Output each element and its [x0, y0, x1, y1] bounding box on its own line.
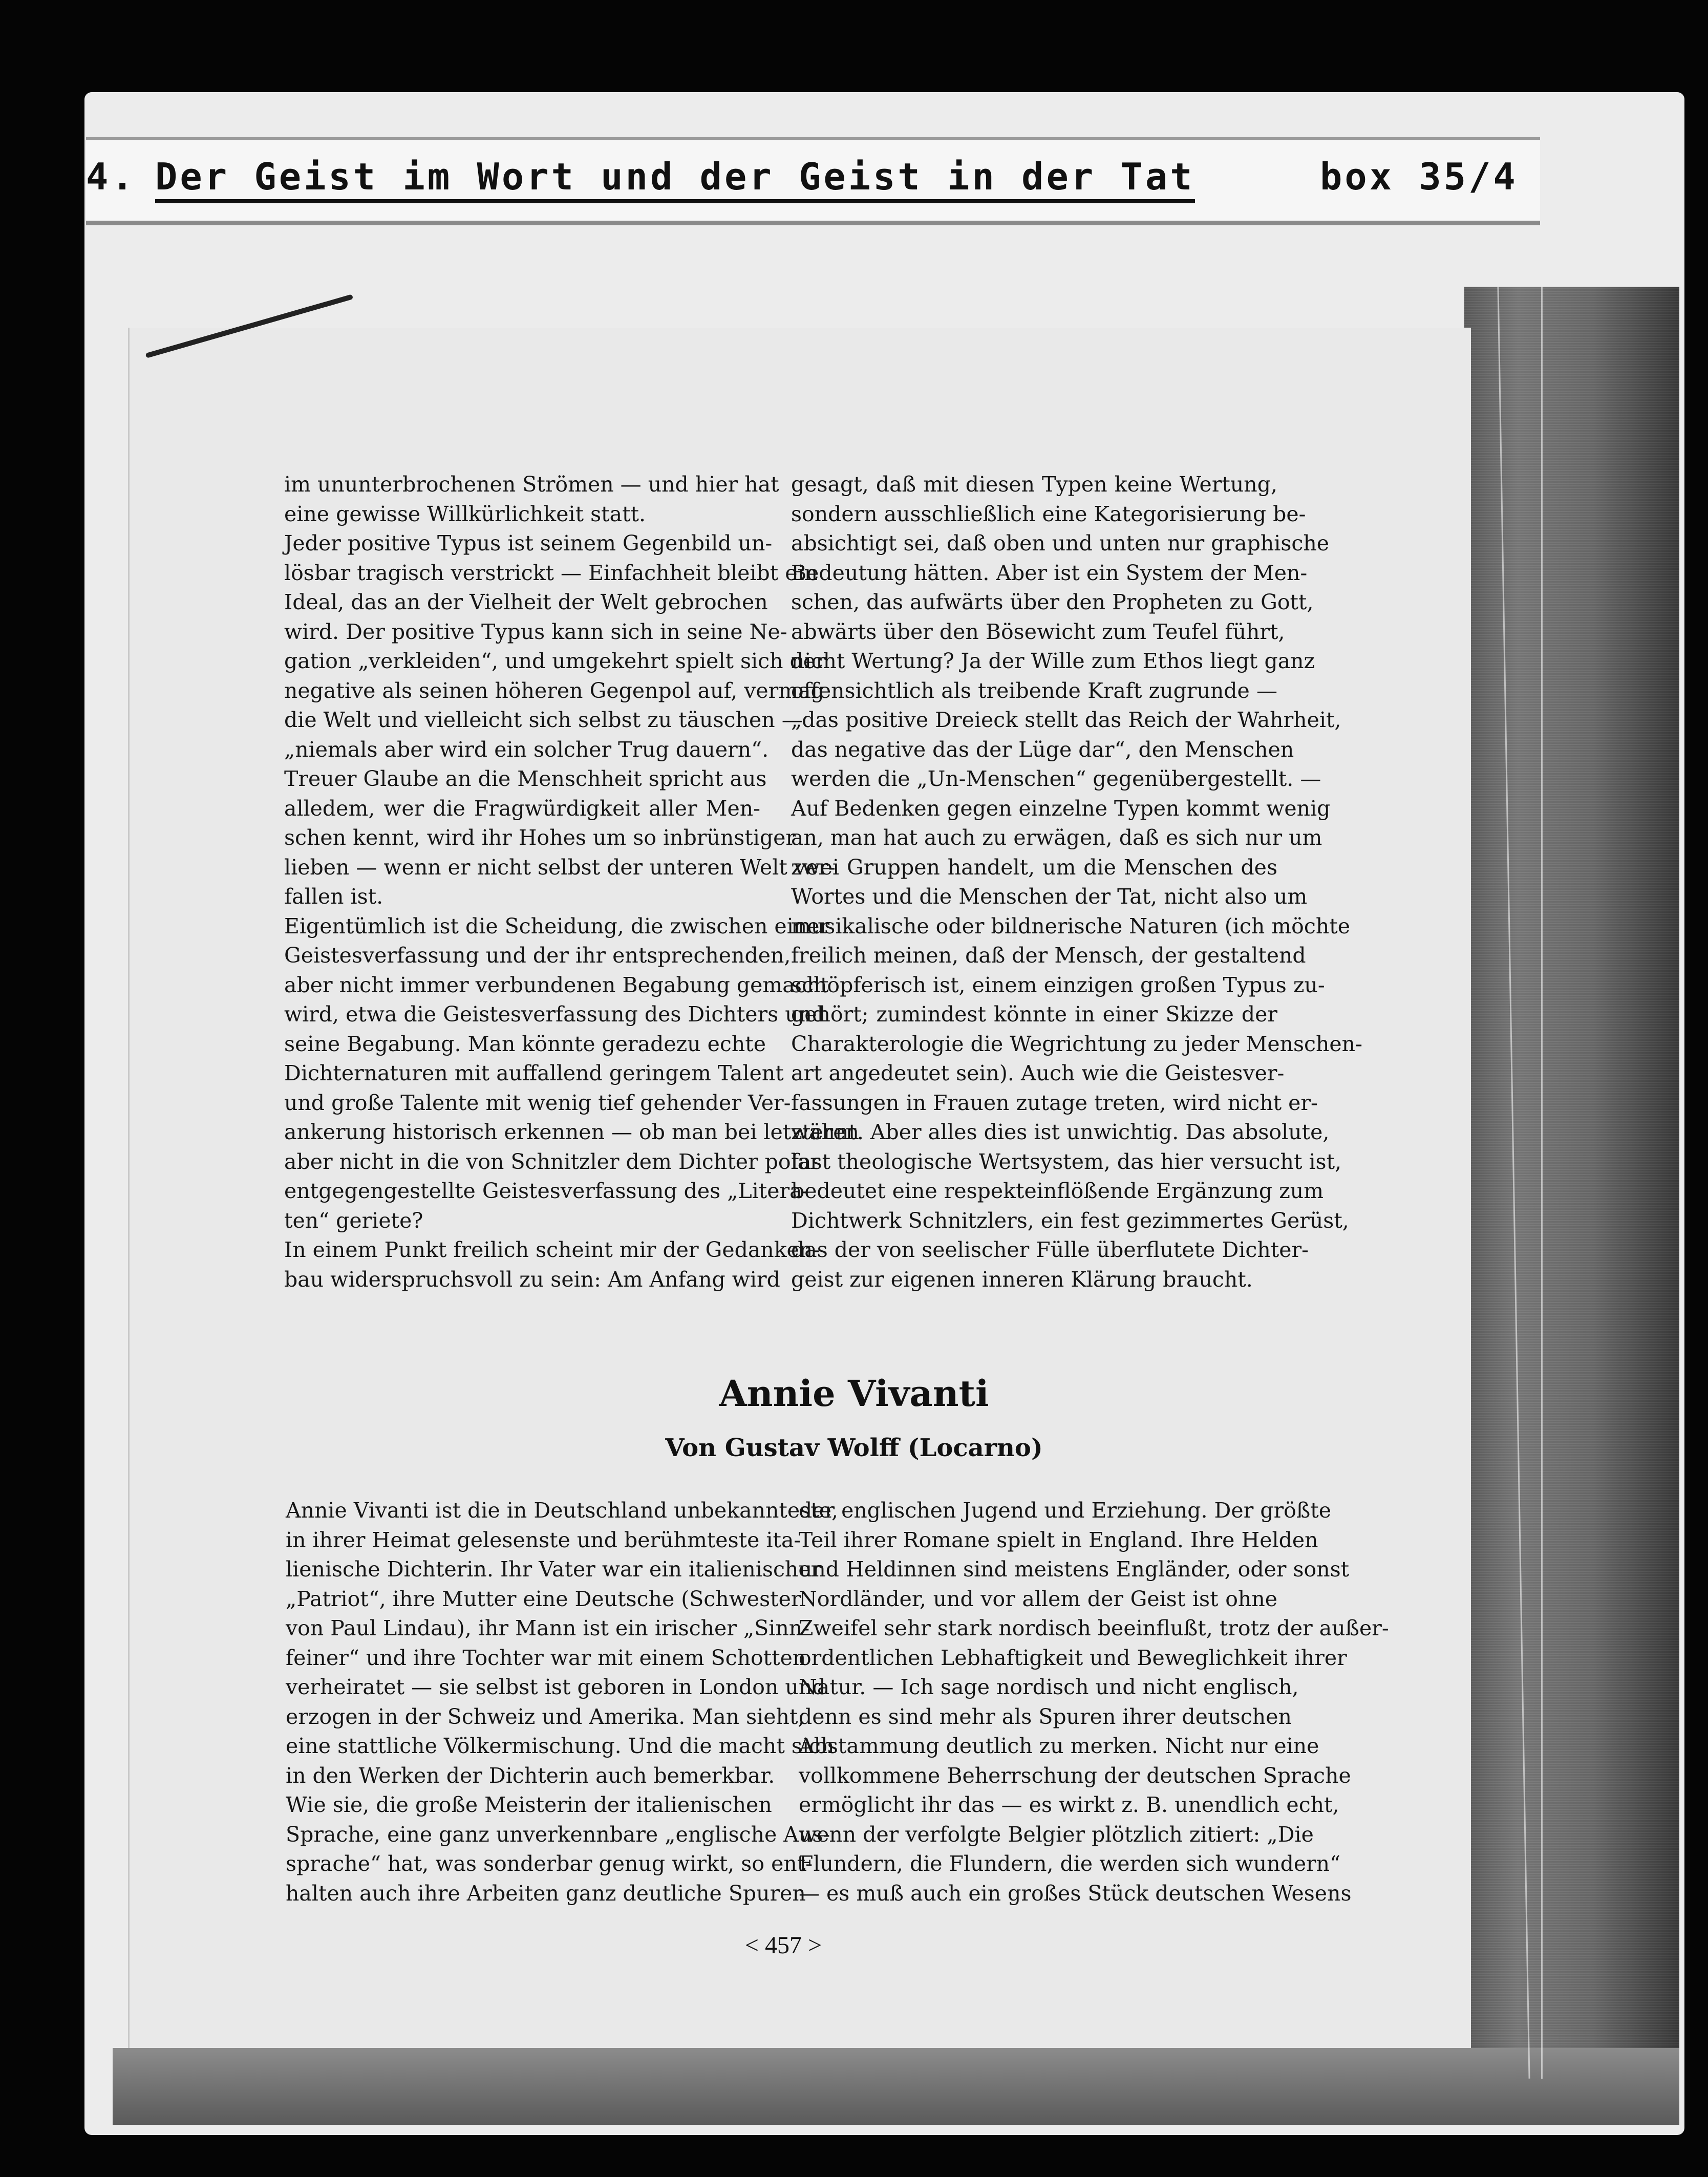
text-line: in den Werken der Dichterin auch bemerkbar. [286, 1763, 775, 1788]
text-line: lösbar tragisch verstrickt — Einfachheit bleibt ein [284, 560, 818, 585]
text-line: Charakterologie die Wegrichtung zu jeder Menschen- [791, 1031, 1362, 1056]
text-line: sondern ausschließlich eine Kategorisierung be- [791, 501, 1306, 526]
text-line: — es muß auch ein großes Stück deutschen Wesens [799, 1881, 1352, 1906]
article-byline: Von Gustav Wolff (Locarno) [665, 1434, 1043, 1462]
text-line: eine gewisse Willkürlichkeit statt. [284, 501, 646, 526]
text-line: Wie sie, die große Meisterin der italienischen [286, 1792, 772, 1817]
text-line: fast theologische Wertsystem, das hier versucht ist, [791, 1149, 1342, 1174]
archive-label-number: 4. [86, 155, 137, 198]
text-line: und Heldinnen sind meistens Engländer, oder sonst [799, 1557, 1350, 1582]
text-line: Flundern, die Flundern, die werden sich wundern“ [799, 1851, 1341, 1876]
text-line: halten auch ihre Arbeiten ganz deutliche Spuren [286, 1881, 806, 1906]
text-line: aber nicht immer verbundenen Begabung gemacht [284, 972, 829, 997]
text-line: wird, etwa die Geistesverfassung des Dichters und [284, 1002, 826, 1027]
text-line: die Welt und vielleicht sich selbst zu täuschen — [284, 708, 803, 732]
text-line: musikalische oder bildnerische Naturen (ich möchte [791, 913, 1350, 938]
text-line: fallen ist. [284, 884, 383, 909]
first-article-right-column [791, 470, 1362, 1294]
text-line: vollkommene Beherrschung der deutschen Sprache [799, 1763, 1351, 1788]
text-line: nicht Wertung? Ja der Wille zum Ethos liegt ganz [791, 649, 1315, 673]
text-line: wird. Der positive Typus kann sich in seine Ne- [284, 619, 787, 644]
text-line: ten“ geriete? [284, 1208, 423, 1233]
text-line: In einem Punkt freilich scheint mir der Gedanken- [284, 1237, 820, 1262]
text-line: freilich meinen, daß der Mensch, der gestaltend [791, 943, 1306, 968]
text-line: Geistesverfassung und der ihr entsprechenden, [284, 943, 791, 968]
text-line: ordentlichen Lebhaftigkeit und Beweglichkeit ihrer [799, 1645, 1347, 1670]
text-line: gation „verkleiden“, und umgekehrt spielt sich der [284, 649, 826, 673]
text-line: lienische Dichterin. Ihr Vater war ein italienischer [286, 1557, 821, 1582]
text-line: „Patriot“, ihre Mutter eine Deutsche (Schwester [286, 1586, 801, 1611]
text-line: schen, das aufwärts über den Propheten zu Gott, [791, 590, 1314, 614]
page-number: < 457 > [744, 1932, 822, 1959]
text-line: schöpferisch ist, einem einzigen großen Typus zu- [791, 972, 1325, 997]
text-line: gehört; zumindest könnte in einer Skizze der [791, 1002, 1277, 1027]
card-backing-bottom [113, 2048, 1679, 2125]
text-line: eine stattliche Völkermischung. Und die macht sich [286, 1734, 835, 1758]
text-line: Bedeutung hätten. Aber ist ein System der Men- [791, 560, 1308, 585]
text-line: Sprache, eine ganz unverkennbare „englische Aus- [286, 1822, 830, 1847]
text-line: Treuer Glaube an die Menschheit spricht aus [284, 766, 767, 791]
text-line: Wortes und die Menschen der Tat, nicht also um [791, 884, 1308, 909]
film-scratch [1541, 287, 1543, 2079]
text-line: fassungen in Frauen zutage treten, wird nicht er- [791, 1090, 1318, 1115]
text-line: zwei Gruppen handelt, um die Menschen des [791, 855, 1277, 880]
text-line: und große Talente mit wenig tief gehender Ver- [284, 1090, 791, 1115]
text-line: verheiratet — sie selbst ist geboren in London und [286, 1675, 826, 1699]
second-article-right-column [799, 1496, 1389, 1908]
archive-box-number: box 35/4 [1320, 155, 1518, 198]
text-line: erzogen in der Schweiz und Amerika. Man sieht, [286, 1704, 805, 1729]
text-line: der englischen Jugend und Erziehung. Der größte [799, 1498, 1331, 1523]
text-line: in ihrer Heimat gelesenste und berühmteste ita- [286, 1527, 801, 1552]
article-title: Annie Vivanti [719, 1372, 989, 1415]
first-article-left-column [284, 470, 859, 1294]
text-line: „niemals aber wird ein solcher Trug dauern“. [284, 737, 769, 762]
text-line: werden die „Un-Menschen“ gegenübergestellt. — [791, 766, 1321, 791]
text-line: „das positive Dreieck stellt das Reich der Wahrheit, [791, 708, 1341, 732]
text-line: aber nicht in die von Schnitzler dem Dichter polar [284, 1149, 820, 1174]
text-line: Auf Bedenken gegen einzelne Typen kommt wenig [791, 796, 1331, 821]
text-line: lieben — wenn er nicht selbst der unteren Welt ver- [284, 855, 836, 880]
text-line: das der von seelischer Fülle überflutete Dichter- [791, 1237, 1309, 1262]
text-line: feiner“ und ihre Tochter war mit einem Schotten [286, 1645, 806, 1670]
text-line: seine Begabung. Man könnte geradezu echte [284, 1031, 766, 1056]
text-line: sprache“ hat, was sonderbar genug wirkt, so ent- [286, 1851, 813, 1876]
text-line: ankerung historisch erkennen — ob man bei letzteren [284, 1120, 859, 1144]
text-line: wähnt. Aber alles dies ist unwichtig. Das absolute, [791, 1120, 1330, 1144]
text-line: Nordländer, und vor allem der Geist ist ohne [799, 1586, 1277, 1611]
text-line: alledem, wer die Fragwürdigkeit aller Men- [284, 796, 760, 821]
text-line: offensichtlich als treibende Kraft zugrunde — [791, 678, 1277, 703]
text-line: das negative das der Lüge dar“, den Menschen [791, 737, 1294, 762]
text-line: absichtigt sei, daß oben und unten nur graphische [791, 531, 1330, 556]
text-line: gesagt, daß mit diesen Typen keine Wertung, [791, 472, 1277, 497]
archive-label-strip [86, 137, 1540, 225]
text-line: von Paul Lindau), ihr Mann ist ein irischer „Sinn- [286, 1616, 810, 1640]
text-line: entgegengestellte Geistesverfassung des „Litera- [284, 1179, 809, 1203]
text-line: negative als seinen höheren Gegenpol auf, vermag [284, 678, 824, 703]
text-line: schen kennt, wird ihr Hohes um so inbrünstiger [284, 825, 796, 850]
archive-label-title: Der Geist im Wort und der Geist in der Tat [155, 155, 1195, 203]
text-line: im ununterbrochenen Strömen — und hier hat [284, 472, 779, 497]
text-line: ermöglicht ihr das — es wirkt z. B. unendlich echt, [799, 1792, 1339, 1817]
text-line: Annie Vivanti ist die in Deutschland unbekannteste, [286, 1498, 838, 1523]
text-line: Ideal, das an der Vielheit der Welt gebrochen [284, 590, 768, 614]
text-line: wenn der verfolgte Belgier plötzlich zitiert: „Die [799, 1822, 1314, 1847]
card-backing-texture [1464, 287, 1679, 2109]
text-line: geist zur eigenen inneren Klärung braucht. [791, 1267, 1253, 1292]
text-line: Zweifel sehr stark nordisch beeinflußt, trotz der außer- [799, 1616, 1389, 1640]
text-line: Dichtwerk Schnitzlers, ein fest gezimmertes Gerüst, [791, 1208, 1349, 1233]
text-line: Dichternaturen mit auffallend geringem Talent [284, 1061, 784, 1085]
text-line: Eigentümlich ist die Scheidung, die zwischen einer [284, 913, 830, 938]
text-line: bedeutet eine respekteinflößende Ergänzung zum [791, 1179, 1324, 1203]
text-line: Natur. — Ich sage nordisch und nicht englisch, [799, 1675, 1299, 1699]
text-line: Teil ihrer Romane spielt in England. Ihre Helden [799, 1527, 1318, 1552]
second-article-left-column [286, 1496, 838, 1908]
text-line: an, man hat auch zu erwägen, daß es sich nur um [791, 825, 1322, 850]
text-line: Jeder positive Typus ist seinem Gegenbild un- [284, 531, 773, 556]
text-line: abwärts über den Bösewicht zum Teufel führt, [791, 619, 1285, 644]
text-line: bau widerspruchsvoll zu sein: Am Anfang wird [284, 1267, 780, 1292]
text-line: denn es sind mehr als Spuren ihrer deutschen [799, 1704, 1292, 1729]
text-line: art angedeutet sein). Auch wie die Geistesver- [791, 1061, 1285, 1085]
text-line: Abstammung deutlich zu merken. Nicht nur eine [799, 1734, 1319, 1758]
